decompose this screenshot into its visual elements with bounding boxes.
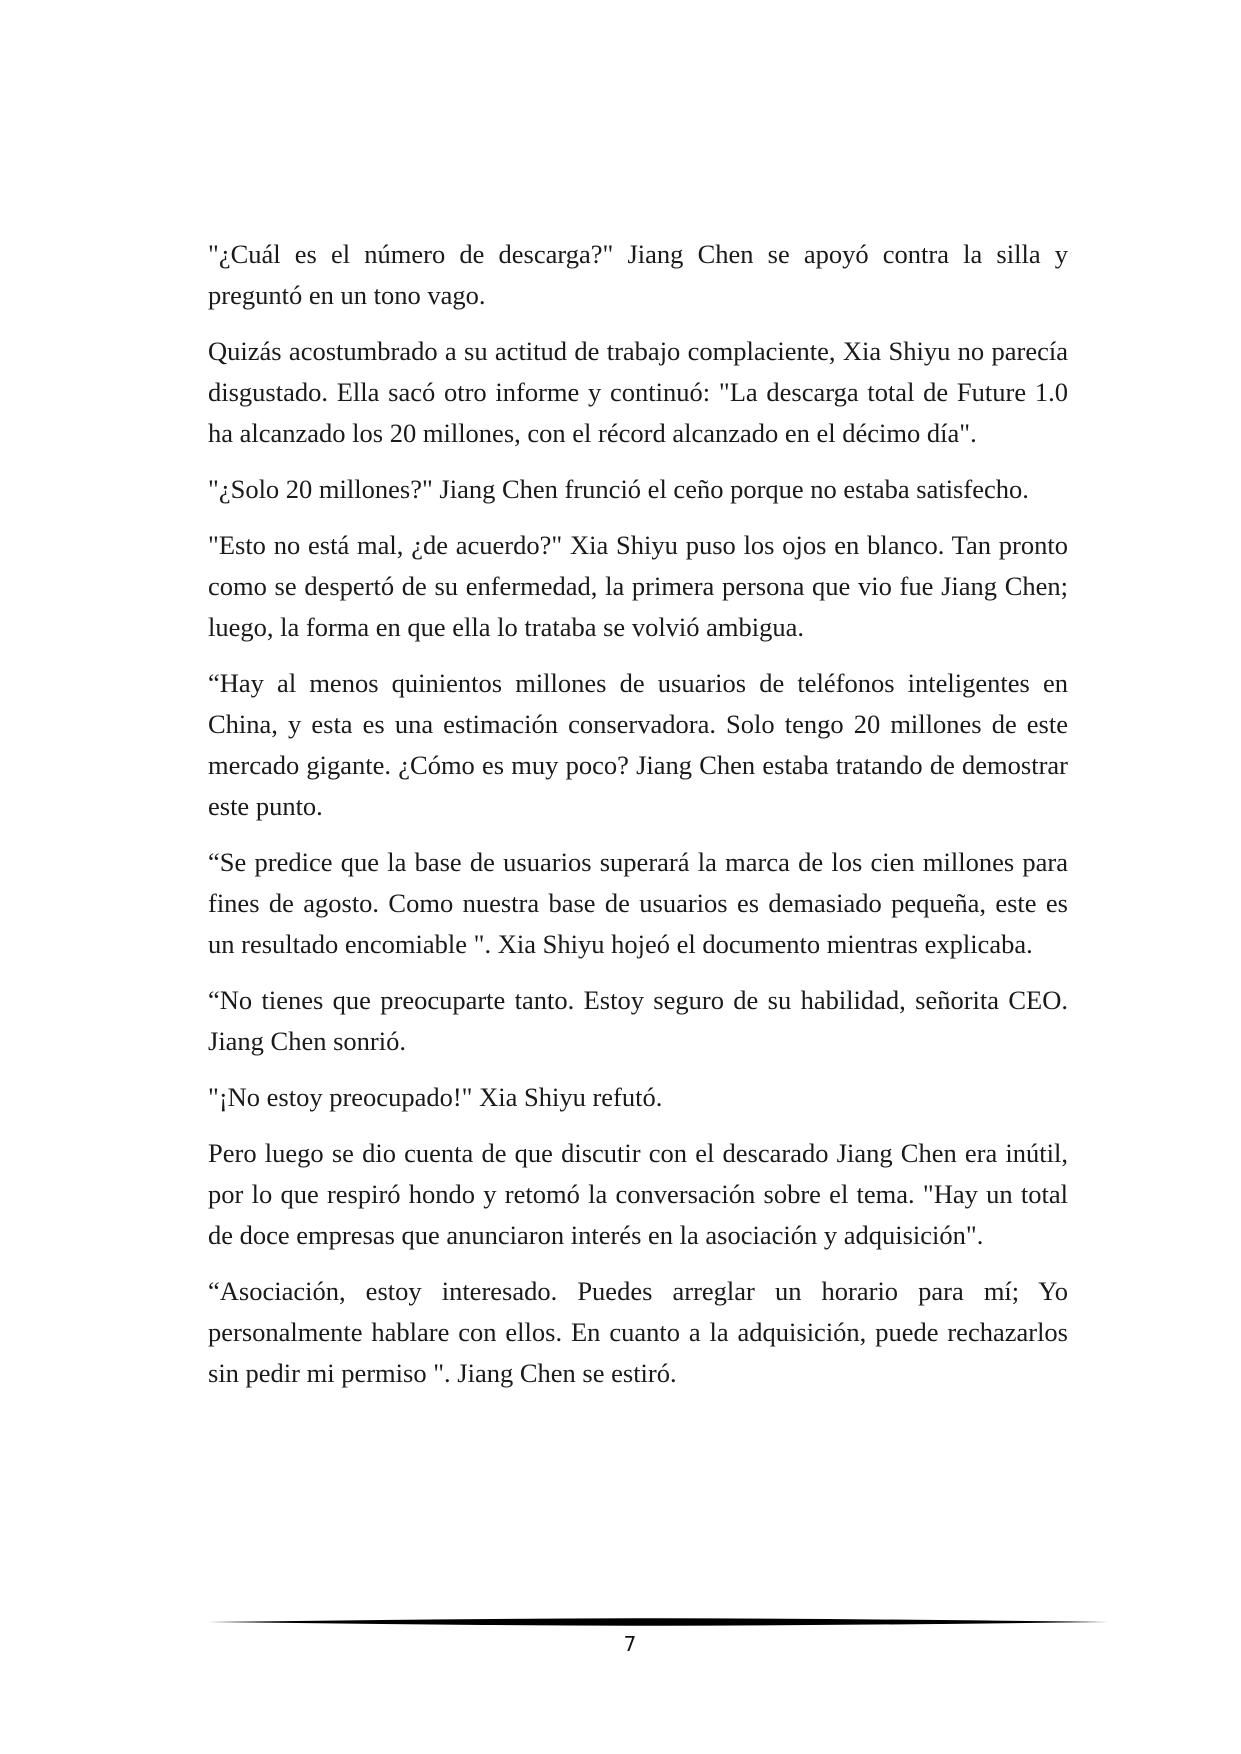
paragraph-9: Pero luego se dio cuenta de que discutir con el descarado Jiang Chen era inútil, por lo que respiró hondo y retomó la conversación sobre el tema. "Hay un total de doce empresas que anunciaron interés en la asociación y adquisición".: [208, 1138, 1068, 1250]
paragraph-7: “No tienes que preocuparte tanto. Estoy seguro de su habilidad, señorita CEO. Jiang Chen sonrió.: [208, 985, 1068, 1056]
paragraph-1: "¿Cuál es el número de descarga?" Jiang Chen se apoyó contra la silla y preguntó en un tono vago.: [208, 239, 1068, 310]
paragraph-8: "¡No estoy preocupado!" Xia Shiyu refutó.: [208, 1082, 663, 1112]
paragraph-2: Quizás acostumbrado a su actitud de trabajo complaciente, Xia Shiyu no parecía disgustado. Ella sacó otro informe y continuó: "La descarga total de Future 1.0 ha alcanzado los 20 millones, con el récord alcanzado en el décimo día".: [208, 336, 1068, 448]
paragraph-5: “Hay al menos quinientos millones de usuarios de teléfonos inteligentes en China, y esta es una estimación conservadora. Solo tengo 20 millones de este mercado gigante. ¿Cómo es muy poco? Jiang Chen estaba tratando de demostrar este punto.: [208, 668, 1068, 821]
page-number: 7: [623, 1632, 637, 1656]
paragraph-10: “Asociación, estoy interesado. Puedes arreglar un horario para mí; Yo personalmente hablare con ellos. En cuanto a la adquisición, puede rechazarlos sin pedir mi permiso ". Jiang Chen se estiró.: [208, 1276, 1068, 1388]
paragraph-3: "¿Solo 20 millones?" Jiang Chen frunció el ceño porque no estaba satisfecho.: [208, 474, 1029, 504]
paragraph-6: “Se predice que la base de usuarios superará la marca de los cien millones para fines de agosto. Como nuestra base de usuarios es demasiado pequeña, este es un resultado encomiable ". Xia Shiyu hojeó el documento mientras explicaba.: [208, 847, 1068, 959]
paragraph-4: "Esto no está mal, ¿de acuerdo?" Xia Shiyu puso los ojos en blanco. Tan pronto como se despertó de su enfermedad, la primera persona que vio fue Jiang Chen; luego, la forma en que ella lo trataba se volvió ambigua.: [208, 530, 1068, 642]
body-text: [208, 234, 1068, 1394]
footer-divider: [208, 1617, 1108, 1627]
